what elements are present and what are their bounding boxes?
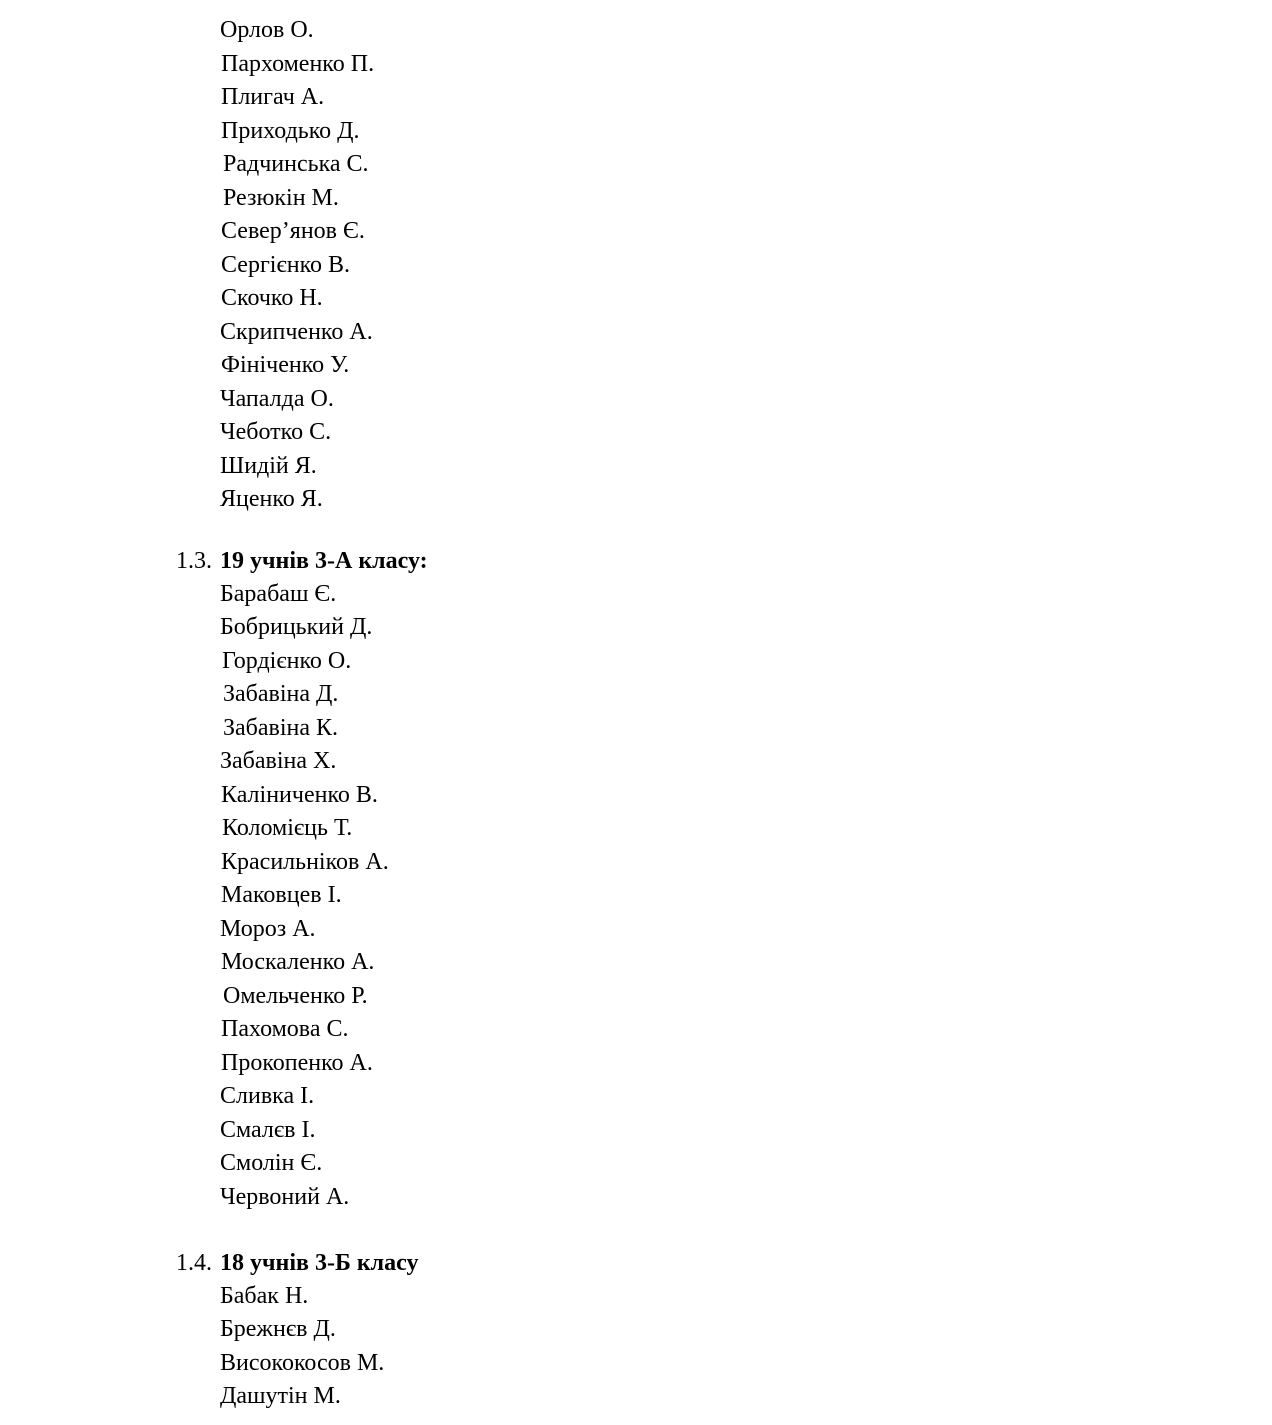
student-name: Фініченко У. bbox=[221, 352, 350, 378]
section-heading: 19 учнів 3-А класу: bbox=[220, 548, 428, 574]
student-name: Червоний А. bbox=[220, 1184, 350, 1210]
student-name: Чеботко С. bbox=[220, 419, 332, 445]
student-name: Север’янов Є. bbox=[221, 218, 365, 244]
student-name: Бобрицький Д. bbox=[220, 614, 373, 640]
student-name: Забавіна Х. bbox=[220, 748, 337, 774]
student-name: Гордієнко О. bbox=[222, 648, 352, 674]
student-name: Сергієнко В. bbox=[221, 252, 351, 278]
student-name: Забавіна К. bbox=[223, 715, 339, 741]
student-name: Мороз А. bbox=[220, 916, 316, 942]
student-name: Омельченко Р. bbox=[223, 983, 368, 1009]
student-name: Пахомова С. bbox=[221, 1016, 349, 1042]
section-heading: 18 учнів 3-Б класу bbox=[220, 1250, 419, 1276]
student-name: Орлов О. bbox=[220, 17, 314, 43]
student-name: Смалєв І. bbox=[220, 1117, 316, 1143]
student-name: Прокопенко А. bbox=[221, 1050, 373, 1076]
student-name: Дашутін М. bbox=[220, 1383, 341, 1409]
student-name: Яценко Я. bbox=[220, 486, 323, 512]
student-name: Маковцев І. bbox=[221, 882, 342, 908]
student-name: Чапалда О. bbox=[220, 386, 334, 412]
student-name: Пархоменко П. bbox=[221, 51, 375, 77]
student-name: Барабаш Є. bbox=[220, 581, 337, 607]
student-name: Приходько Д. bbox=[221, 118, 360, 144]
student-name: Смолін Є. bbox=[220, 1150, 323, 1176]
student-name: Плигач А. bbox=[221, 84, 325, 110]
student-name: Висококосов М. bbox=[220, 1350, 385, 1376]
student-name: Коломієць Т. bbox=[222, 815, 353, 841]
student-name: Резюкін М. bbox=[223, 185, 339, 211]
section-number: 1.3. bbox=[176, 548, 212, 574]
student-name: Каліниченко В. bbox=[221, 782, 378, 808]
student-name: Радчинська С. bbox=[223, 151, 369, 177]
student-name: Забавіна Д. bbox=[223, 681, 339, 707]
student-name: Сливка І. bbox=[220, 1083, 315, 1109]
section-number: 1.4. bbox=[176, 1250, 212, 1276]
student-name: Красильніков А. bbox=[221, 849, 389, 875]
student-name: Скрипченко А. bbox=[220, 319, 373, 345]
student-name: Москаленко А. bbox=[221, 949, 375, 975]
student-name: Скочко Н. bbox=[221, 285, 323, 311]
student-name: Брежнєв Д. bbox=[220, 1316, 336, 1342]
student-name: Бабак Н. bbox=[220, 1283, 309, 1309]
student-name: Шидій Я. bbox=[220, 453, 317, 479]
